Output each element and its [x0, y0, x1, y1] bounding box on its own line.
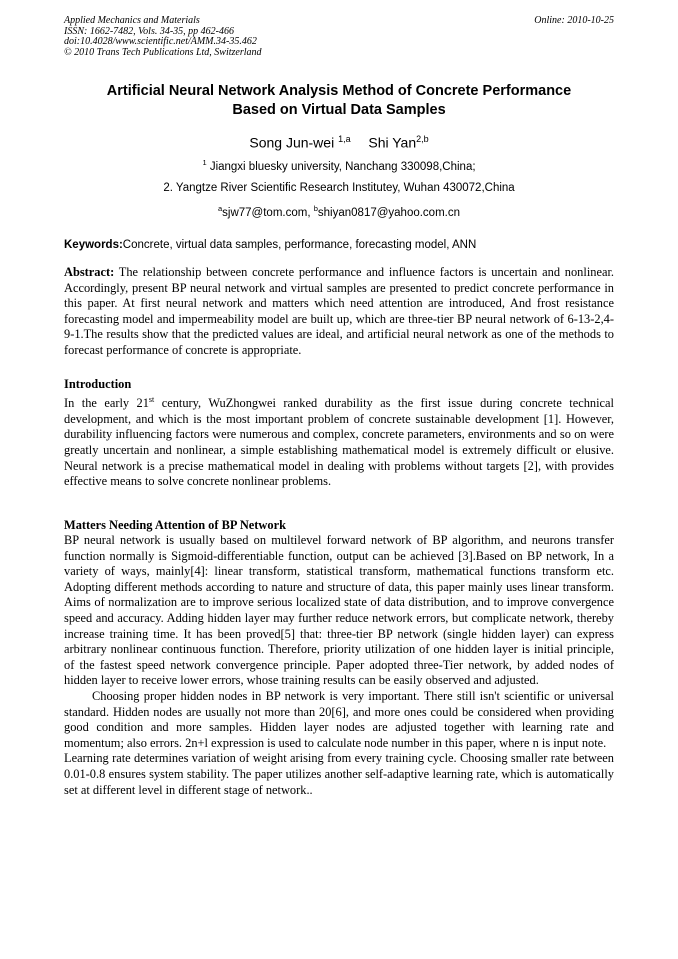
section-heading-matters: Matters Needing Attention of BP Network — [64, 518, 286, 532]
email-line: $^a$sjw77@tom.com, $^b$shiyan0817@yahoo.com.cn — [217, 204, 460, 219]
affiliation-2: 2. Yangtze River Scientific Research Institutey, Wuhan 430072,China — [163, 182, 515, 194]
journal-header — [64, 16, 262, 58]
affiliation-1: $^1$ Jiangxi bluesky university, Nanchang 330098,China; — [202, 158, 476, 173]
author-1: Song Jun-wei — [249, 134, 335, 151]
author-2-affil: 2,b — [416, 134, 429, 144]
email-a: sjw77@tom.com, — [222, 206, 311, 219]
keywords-label: Keywords: — [64, 239, 123, 251]
abstract — [64, 265, 614, 359]
paper-title — [64, 82, 614, 120]
keywords — [64, 238, 614, 252]
online-date: Online: 2010-10-25 — [534, 15, 614, 26]
copyright-line: © 2010 Trans Tech Publications Ltd, Switzerland — [64, 46, 262, 58]
title-line-2: Based on Virtual Data Samples — [232, 102, 446, 118]
abstract-label: Abstract: — [64, 265, 115, 279]
matters-text — [64, 533, 614, 798]
author-2: Shi Yan — [368, 134, 417, 151]
introduction-text: In the early 21st century, WuZhongwei ranked durability as the first issue during concrete technical development, and which is the most important problem of concrete sustainable development [1]. However, durability influencing factors were numerous and complex, concrete parameters, environments and so on were greatly uncertain and nonlinear, a simple establishing mathematical model is extremely difficult or elusive. Neural network is a precise mathematical model in dealing with problems without targets [2], with provides effective means to solve concrete nonlinear problems. — [64, 395, 615, 489]
email-b: shiyan0817@yahoo.com.cn — [317, 206, 460, 219]
matters-paragraph-3: Learning rate determines variation of weight arising from every training cycle. Choosing smaller rate between 0.01-0.8 ensures system stability. The paper utilizes another self-adaptive learning rate, which is automatically set at different level in different stage of network.. — [64, 751, 614, 797]
matters-paragraph-1: BP neural network is usually based on multilevel forward network of BP algorithm, and neurons transfer function normally is Sigmoid-differentiable function, output can be achieved [3].Based on BP network, In a variety of ways, mainly[4]: linear transform, statistical transform, mathematical functions transform etc. Adopting different methods according to nature and structure of data, this paper mainly uses linear transform. Aims of normalization are to improve serious localized state of data distribution, and to improve convergence speed and accuracy. Adding hidden layer may further reduce network errors, but complicate network, thereby increase training time. It has been proved[5] that: three-tier BP network (single hidden layer) can express arbitrary nonlinear continuous function. Therefore, priority utilization of one hidden layer is initial principle, of the fastest speed network convergence principle. Paper adopted three-Tier network, by added nodes of hidden layer to receive lower errors, whose training results can be easily observed and adjusted. — [64, 533, 614, 688]
abstract-text: The relationship between concrete performance and influence factors is uncertain and nonlinear. Accordingly, present BP neural network and virtual samples are presented to predict concrete performance in this paper. At first neural network and matters which need attention are introduced, And frost resistance forecasting model and impermeability model are built up, which are three-tier BP neural network of 6-13-2,4-9-1.The results show that the predicted values are ideal, and artificial neural network as one of the methods to forecast performance of concrete is appropriate. — [64, 265, 614, 357]
doi-line: doi:10.4028/www.scientific.net/AMM.34-35.462 — [64, 36, 257, 47]
issn-line: ISSN: 1662-7482, Vols. 34-35, pp 462-466 — [64, 25, 234, 37]
author-1-affil: 1,a — [338, 134, 351, 144]
keywords-text: Concrete, virtual data samples, performance, forecasting model, ANN — [122, 239, 477, 251]
title-line-1: Artificial Neural Network Analysis Method of Concrete Performance — [106, 83, 572, 99]
journal-name: Applied Mechanics and Materials — [64, 15, 200, 26]
section-heading-introduction: Introduction — [64, 377, 132, 391]
matters-paragraph-2: Choosing proper hidden nodes in BP network is very important. There still isn't scientific or universal standard. Hidden nodes are usually not more than 20[6], and more ones could be considered when providing good condition and more samples. Hidden layer nodes are adjusted together with learning rate and momentum; also errors. 2n+l expression is used to calculate node number in this paper, where n is input note. — [64, 688, 614, 750]
author-list — [64, 130, 614, 152]
